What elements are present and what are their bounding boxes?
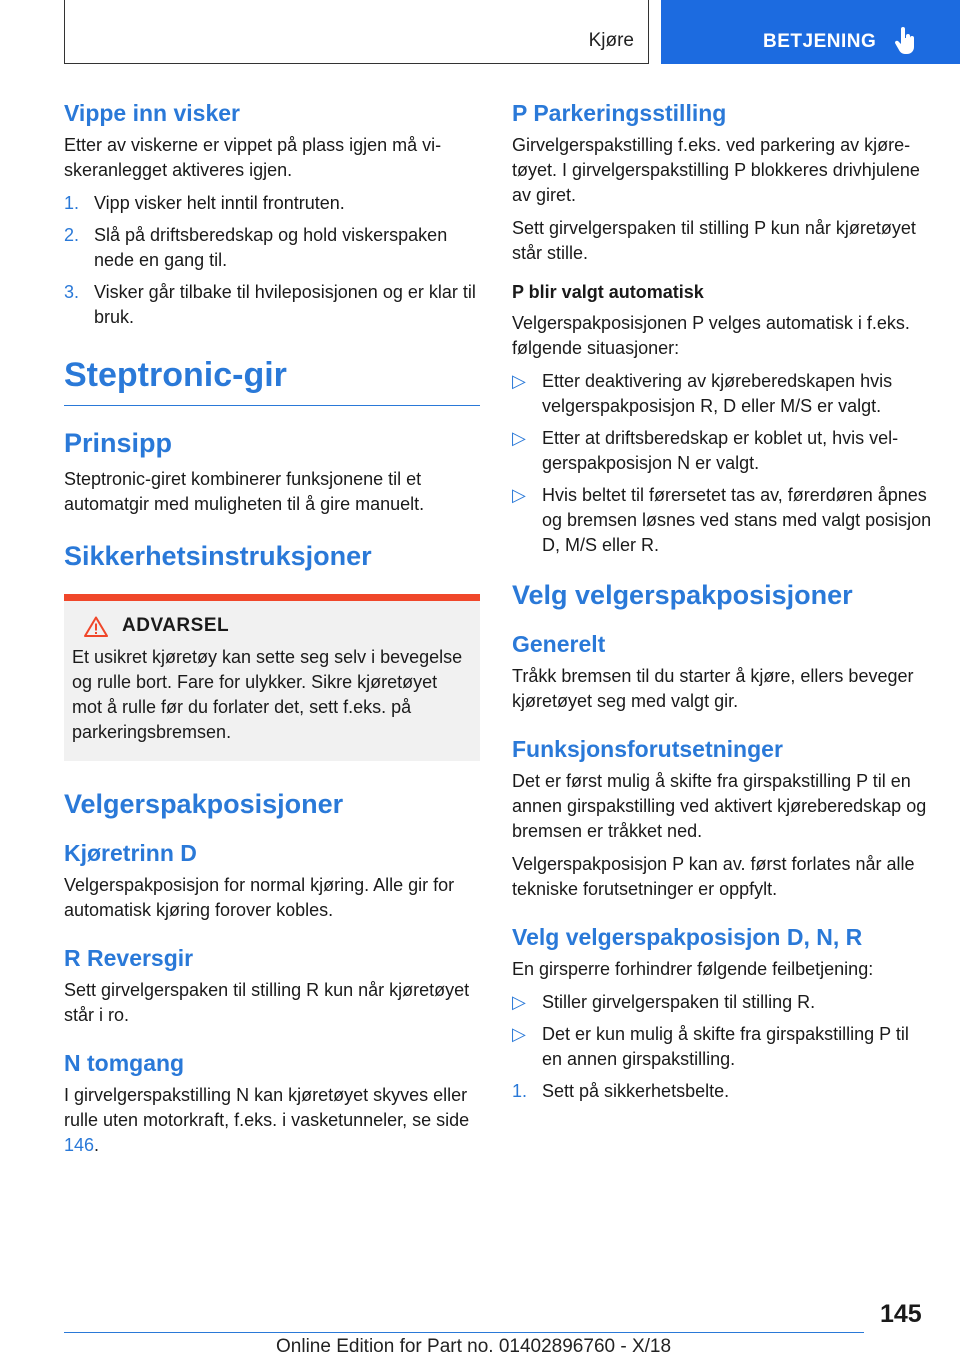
header-chapter-tab[interactable] [661, 0, 960, 64]
heading-velg-velgerspakposisjoner: Velg velgerspakposisjoner [512, 580, 853, 610]
step-number: 3. [64, 282, 80, 302]
tomgang-text [64, 1083, 480, 1158]
generelt-text: Tråkk bremsen til du starter å kjøre, ellers beveger kjøretøyet seg med valgt gir. [512, 666, 914, 711]
heading-prinsipp: Prinsipp [64, 428, 173, 458]
list-item [512, 426, 932, 476]
bullet-text: Hvis beltet til førersetet tas av, førerdøren åpnes og bremsen løsnes ved stans med valgt posisjon D, M/S eller R. [542, 485, 932, 555]
step-number: 2. [64, 225, 80, 245]
footer-divider [64, 1332, 864, 1333]
step-number: 1. [512, 1081, 528, 1101]
bullet-text: Stiller girvelgerspaken til stilling R. [542, 992, 816, 1012]
step-text: Sett på sikkerhetsbelte. [542, 1081, 730, 1101]
triangle-bullet-icon: ▷ [512, 1024, 526, 1044]
page-link-146[interactable]: 146 [64, 1135, 95, 1155]
header-chapter-label: BETJENING [763, 31, 877, 52]
header-section-label: Kjøre [588, 30, 634, 51]
revers-text: Sett girvelgerspaken til stilling R kun når kjøretøyet står i ro. [64, 980, 470, 1025]
prinsipp-text: Steptronic-giret kombinerer funksjonene til et automatgir med muligheten til å gire manuelt. [64, 469, 425, 514]
triangle-bullet-icon: ▷ [512, 485, 526, 505]
heading-p-blir-valgt-automatisk: P blir valgt automatisk [512, 282, 704, 302]
list-item [64, 280, 480, 330]
auto-bullets-list [512, 369, 932, 558]
funk-text-1: Det er først mulig å skifte fra girspakstilling P til en annen girspakstilling ved aktivert kjøreberedskap og bremsen er tråkket ned. [512, 771, 927, 841]
heading-velgerspakposisjoner: Velgerspakposisjoner [64, 789, 344, 819]
dnr-text: En girsperre forhindrer følgende feilbetjening: [512, 959, 874, 979]
page-number: 145 [880, 1300, 922, 1328]
heading-generelt: Generelt [512, 631, 606, 657]
heading-funksjonsforutsetninger: Funksjonsforutsetninger [512, 736, 783, 762]
warning-title-row [84, 615, 472, 637]
list-item [512, 369, 932, 419]
list-item [512, 1022, 932, 1072]
bullet-text: Det er kun mulig å skifte fra girspakstilling P til en annen girspakstilling. [542, 1024, 909, 1069]
heading-sikkerhetsinstruksjoner: Sikkerhetsinstruksjoner [64, 541, 372, 571]
heading-r-reversgir: R Reversgir [64, 945, 194, 971]
heading-velg-d-n-r: Velg velgerspakposisjon D, N, R [512, 924, 863, 950]
heading-steptronic-gir: Steptronic-gir [64, 356, 480, 406]
triangle-bullet-icon: ▷ [512, 428, 526, 448]
warning-box [64, 594, 480, 761]
vippe-intro-text: Etter av viskerne er vippet på plass igjen må viskeranlegget aktiveres igjen. [64, 135, 442, 180]
vippe-steps-list [64, 191, 480, 330]
hand-pointer-icon [894, 27, 918, 55]
list-item [512, 1079, 932, 1104]
heading-n-tomgang: N tomgang [64, 1050, 185, 1076]
auto-text: Velgerspakposisjonen P velges automatisk i f.eks. følgende situasjoner: [512, 313, 910, 358]
header-section-box [64, 0, 649, 64]
triangle-bullet-icon: ▷ [512, 992, 526, 1012]
bullet-text: Etter deaktivering av kjøreberedskapen hvis velgerspakposisjon R, D eller M/S er valgt. [542, 371, 893, 416]
list-item [64, 223, 480, 273]
list-item [512, 990, 932, 1015]
warning-title: ADVARSEL [122, 615, 230, 636]
dnr-bullets-list [512, 990, 932, 1104]
kjoretrinn-text: Velgerspakposisjon for normal kjøring. Alle gir for automatisk kjøring forover kobles. [64, 875, 455, 920]
step-text: Vipp visker helt inntil frontruten. [94, 193, 345, 213]
tomgang-text-end: . [94, 1135, 100, 1155]
park-text-1: Girvelgerspakstilling f.eks. ved parkering av kjøretøyet. I girvelgerspakstilling P blokkeres drivhjulene av giret. [512, 135, 920, 205]
step-number: 1. [64, 193, 80, 213]
warning-triangle-icon [84, 616, 108, 637]
heading-p-parkeringsstilling: P Parkeringsstilling [512, 100, 727, 126]
bullet-text: Etter at driftsberedskap er koblet ut, hvis velgerspakposisjon N er valgt. [542, 428, 899, 473]
tomgang-text-body: I girvelgerspakstilling N kan kjøretøyet skyves eller rulle uten motorkraft, f.eks. i vasketunneler, se side [64, 1085, 470, 1130]
funk-text-2: Velgerspakposisjon P kan av. først forlates når alle tekniske forutsetninger er oppfylt. [512, 854, 915, 899]
list-item [512, 483, 932, 558]
triangle-bullet-icon: ▷ [512, 371, 526, 391]
heading-vippe-inn-visker: Vippe inn visker [64, 100, 240, 126]
park-text-2: Sett girvelgerspaken til stilling P kun når kjøretøyet står stille. [512, 218, 916, 263]
footer-edition-text: Online Edition for Part no. 01402896760 - X/18 [276, 1336, 672, 1357]
heading-kjoretrinn-d: Kjøretrinn D [64, 840, 197, 866]
step-text: Slå på driftsberedskap og hold viskerspaken nede en gang til. [94, 225, 448, 270]
left-column [64, 100, 480, 1166]
warning-text: Et usikret kjøretøy kan sette seg selv i bevegelse og rulle bort. Fare for ulykker. Sikre kjøretøyet mot å rulle før du forlater det, sett f.eks. på parkeringsbremsen. [72, 647, 463, 742]
step-text: Visker går tilbake til hvileposisjonen og er klar til bruk. [94, 282, 476, 327]
right-column [512, 100, 932, 1112]
list-item [64, 191, 480, 216]
